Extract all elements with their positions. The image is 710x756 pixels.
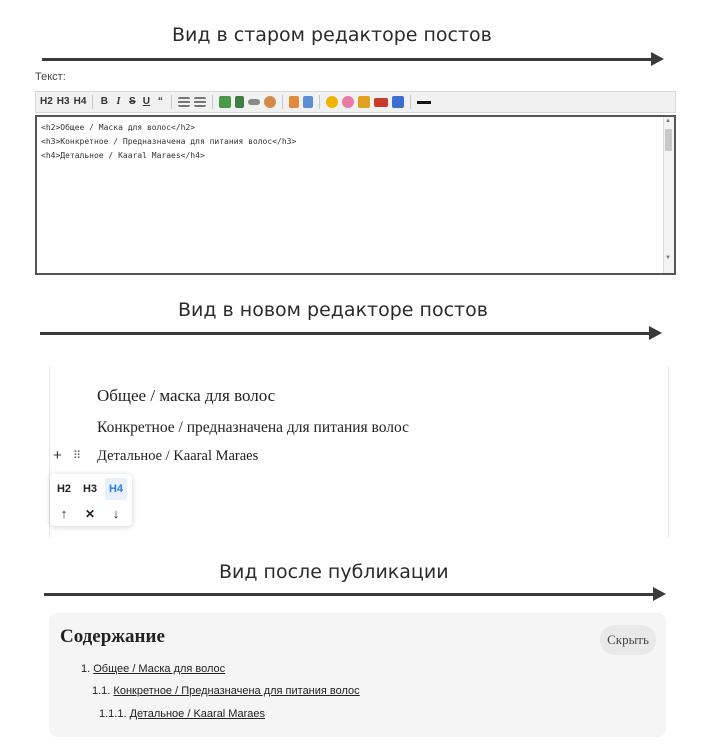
toolbar-divider — [319, 95, 320, 109]
toolbar-divider — [92, 95, 93, 109]
h2-button[interactable]: H2 — [40, 96, 53, 107]
old-editor-toolbar — [35, 91, 676, 113]
text-field-label: Текст: — [35, 71, 66, 83]
toc-item-number: 1.1. — [92, 685, 111, 697]
strikethrough-button[interactable]: S — [129, 96, 136, 107]
move-down-icon[interactable]: ↓ — [112, 506, 120, 521]
scrollbar-thumb[interactable] — [665, 129, 672, 151]
quote-button[interactable]: “ — [157, 96, 163, 107]
toc-item-number: 1.1.1. — [99, 708, 127, 720]
horizontal-rule-icon[interactable] — [417, 101, 431, 104]
toc-item-link[interactable]: Детальное / Kaaral Maraes — [129, 708, 265, 720]
new-editor-h4[interactable]: Детальное / Kaaral Maraes — [97, 448, 259, 464]
close-icon[interactable]: ✕ — [84, 507, 96, 521]
car-icon[interactable] — [374, 98, 388, 107]
toolbar-divider — [282, 95, 283, 109]
toc-item-link[interactable]: Конкретное / Предназначена для питания волос — [113, 685, 360, 697]
h4-button[interactable]: H4 — [73, 96, 87, 107]
flower-icon[interactable] — [342, 96, 354, 108]
box-icon[interactable] — [392, 96, 404, 108]
toc-item — [92, 685, 360, 697]
pencil-icon[interactable] — [289, 96, 299, 108]
new-editor-h3[interactable]: Конкретное / предназначена для питания волос — [97, 419, 410, 436]
toolbar-divider — [410, 95, 411, 109]
popup-h2-button[interactable]: H2 — [56, 483, 72, 495]
popup-h3-button[interactable]: H3 — [82, 483, 98, 495]
underline-button[interactable]: U — [142, 96, 150, 107]
popup-h4-button[interactable]: H4 — [105, 478, 127, 500]
drag-handle-icon[interactable]: ⠿ — [73, 450, 82, 462]
arrow-right-icon — [42, 52, 664, 66]
move-up-icon[interactable]: ↑ — [60, 506, 68, 521]
bold-button[interactable]: B — [100, 96, 108, 107]
code-line-h2: <h2>Общее / Маска для волос</h2> — [41, 123, 196, 132]
section-caption-new-editor: Вид в новом редакторе постов — [178, 299, 488, 321]
hide-toc-button[interactable]: Скрыть — [600, 625, 656, 655]
heading-level-popup — [50, 474, 132, 526]
numbered-list-icon[interactable] — [194, 97, 206, 107]
toc-item — [99, 708, 265, 720]
image-icon[interactable] — [219, 96, 231, 108]
smiley-icon[interactable] — [326, 96, 338, 108]
table-of-contents — [49, 613, 666, 737]
textarea-scrollbar[interactable] — [663, 117, 674, 273]
italic-button[interactable]: I — [116, 96, 121, 107]
old-editor-textarea[interactable] — [35, 115, 676, 275]
scroll-up-icon[interactable]: ▲ — [665, 118, 671, 124]
code-line-h3: <h3>Конкретное / Предназначена для питания волос</h3> — [41, 137, 297, 146]
toolbar-divider — [212, 95, 213, 109]
h3-button[interactable]: H3 — [56, 96, 70, 107]
bell-icon[interactable] — [358, 96, 370, 108]
toolbar-divider — [171, 95, 172, 109]
user-icon[interactable] — [264, 96, 276, 108]
section-caption-after-publish: Вид после публикации — [219, 561, 449, 583]
new-editor-h2[interactable]: Общее / маска для волос — [97, 386, 276, 405]
bulleted-list-icon[interactable] — [178, 97, 190, 107]
arrow-right-icon — [44, 587, 666, 601]
toc-item-link[interactable]: Общее / Маска для волос — [93, 663, 226, 675]
section-caption-old-editor: Вид в старом редакторе постов — [172, 24, 492, 46]
brush-icon[interactable] — [303, 96, 313, 108]
scroll-down-icon[interactable]: ▼ — [665, 255, 671, 261]
toc-title: Содержание — [60, 626, 165, 647]
video-icon[interactable] — [235, 96, 244, 108]
add-block-icon[interactable]: + — [53, 447, 62, 464]
link-icon[interactable] — [248, 99, 260, 105]
toc-item — [81, 663, 225, 675]
code-line-h4: <h4>Детальное / Kaaral Maraes</h4> — [41, 151, 205, 160]
arrow-right-icon — [40, 326, 662, 340]
toc-item-number: 1. — [81, 663, 91, 675]
